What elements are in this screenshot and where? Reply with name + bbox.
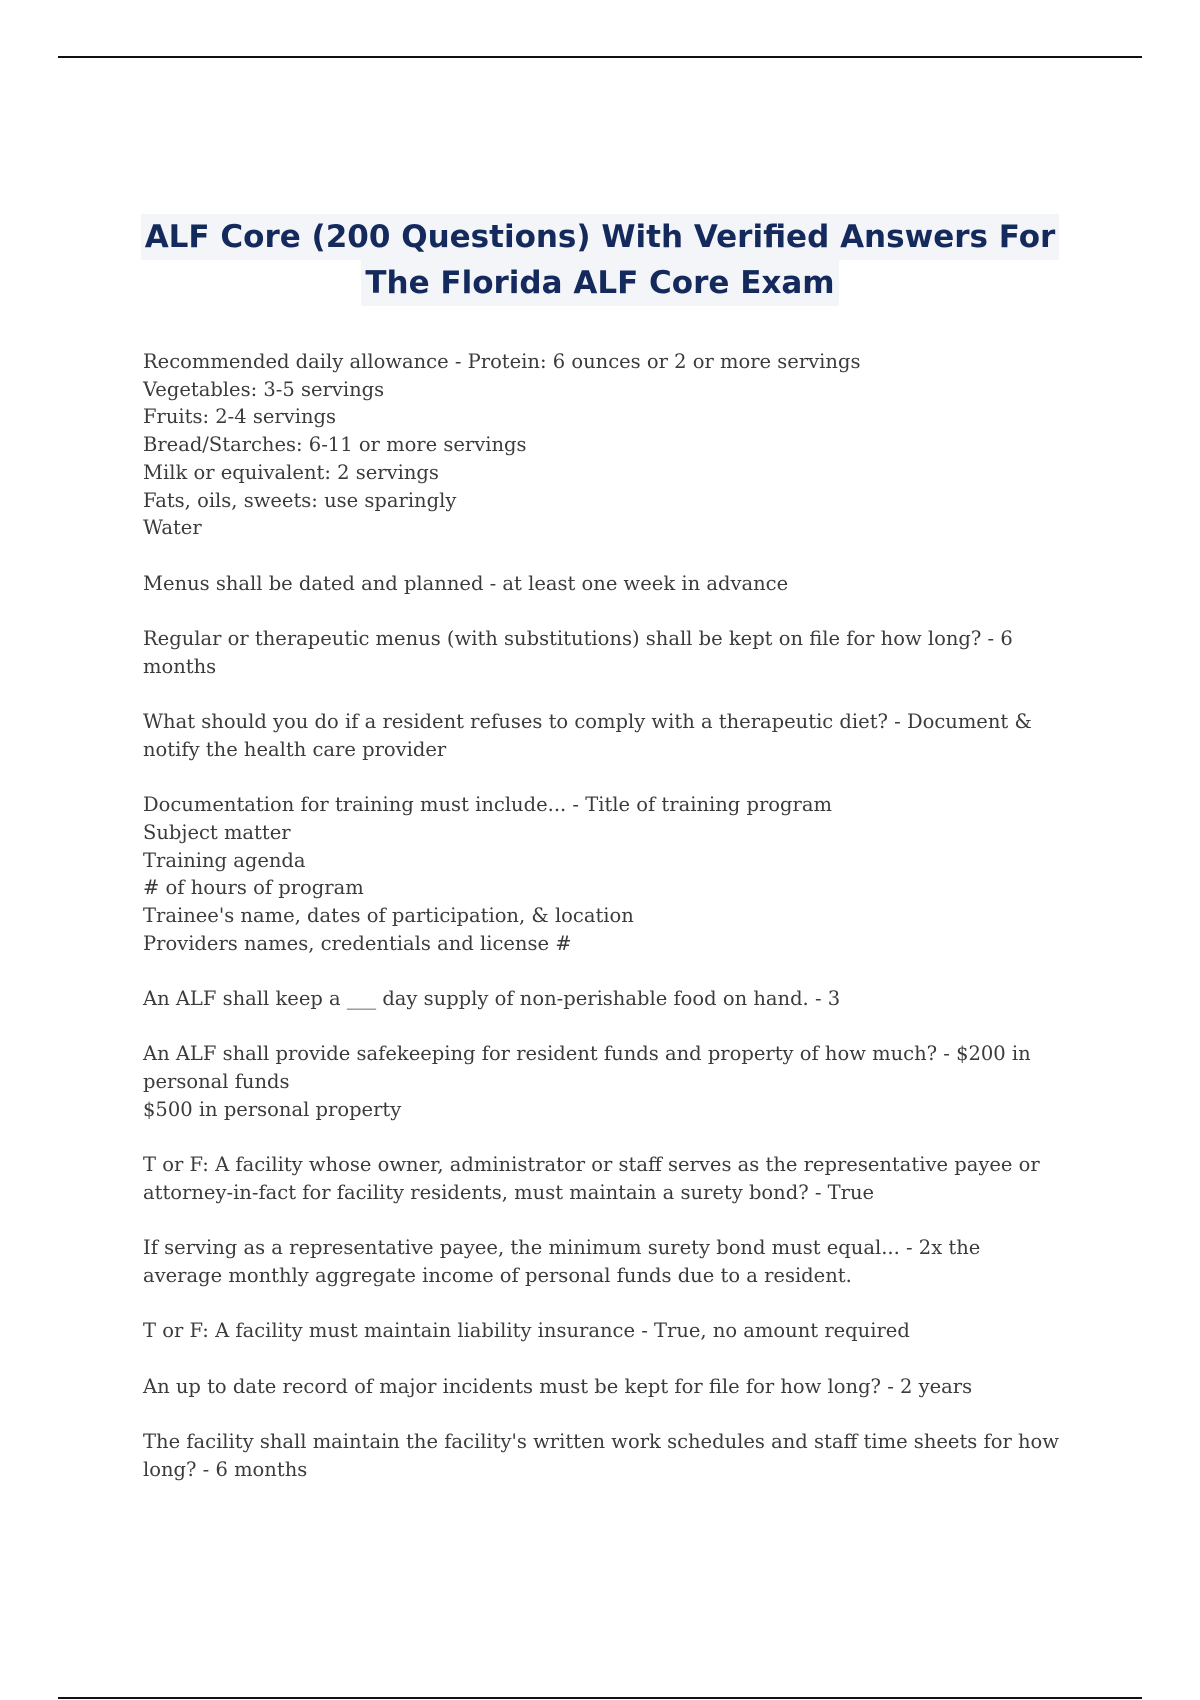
title-line-2: The Florida ALF Core Exam	[361, 260, 838, 306]
text-line: Subject matter	[143, 820, 291, 844]
text-line: Documentation for training must include... - Title of training program	[143, 793, 832, 817]
text-line: Training agenda	[143, 848, 306, 872]
text-line: Milk or equivalent: 2 servings	[143, 460, 439, 484]
text-line: Menus shall be dated and planned - at least one week in advance	[143, 571, 789, 595]
qa-item	[143, 1373, 1063, 1401]
text-paragraph: T or F: A facility whose owner, administrator or staff serves as the representative payee or attorney-in-fact for facility residents, must maintain a surety bond? - True	[143, 1153, 1040, 1204]
text-line: # of hours of program	[143, 876, 364, 900]
text-paragraph: An ALF shall provide safekeeping for resident funds and property of how much? - $200 in personal funds	[143, 1042, 1031, 1094]
qa-item	[143, 1040, 1063, 1123]
text-line: Fruits: 2-4 servings	[143, 405, 337, 429]
text-line: $500 in personal property	[143, 1097, 402, 1121]
text-line: Recommended daily allowance - Protein: 6 ounces or 2 or more servings	[143, 350, 861, 373]
text-paragraph: What should you do if a resident refuses to comply with a therapeutic diet? - Document & notify the health care provider	[143, 710, 1032, 761]
qa-item	[143, 708, 1063, 763]
text-line: T or F: A facility must maintain liability insurance - True, no amount required	[143, 1319, 910, 1343]
text-line: Bread/Starches: 6-11 or more servings	[143, 433, 527, 457]
text-line: Fats, oils, sweets: use sparingly	[143, 488, 457, 512]
text-line: Vegetables: 3-5 servings	[143, 377, 385, 401]
bottom-rule	[58, 1697, 1142, 1699]
text-paragraph: The facility shall maintain the facility's written work schedules and staff time sheets for how long? - 6 months	[143, 1430, 1059, 1481]
text-line: Trainee's name, dates of participation, & location	[143, 904, 634, 927]
qa-item	[143, 570, 1063, 598]
qa-item	[143, 985, 1063, 1013]
qa-item	[143, 625, 1063, 680]
qa-item	[143, 1234, 1063, 1289]
text-paragraph: If serving as a representative payee, the minimum surety bond must equal... - 2x the average monthly aggregate income of personal funds due to a resident.	[143, 1236, 981, 1288]
top-rule	[58, 56, 1142, 58]
title-line-1: ALF Core (200 Questions) With Verified Answers For	[141, 214, 1060, 260]
qa-item	[143, 1428, 1063, 1483]
text-paragraph: Regular or therapeutic menus (with substitutions) shall be kept on file for how long? - 6 months	[143, 627, 1013, 678]
qa-item	[143, 1317, 1063, 1345]
text-line: Providers names, credentials and license #	[143, 931, 572, 955]
qa-item	[143, 1151, 1063, 1206]
qa-item	[143, 791, 1063, 957]
text-line: Water	[143, 516, 202, 540]
text-line: An up to date record of major incidents must be kept for file for how long? - 2 years	[143, 1374, 973, 1398]
qa-item	[143, 348, 1063, 542]
document-title	[0, 214, 1200, 306]
document-body	[143, 348, 1063, 1511]
text-line: An ALF shall keep a ___ day supply of non-perishable food on hand. - 3	[143, 987, 841, 1011]
